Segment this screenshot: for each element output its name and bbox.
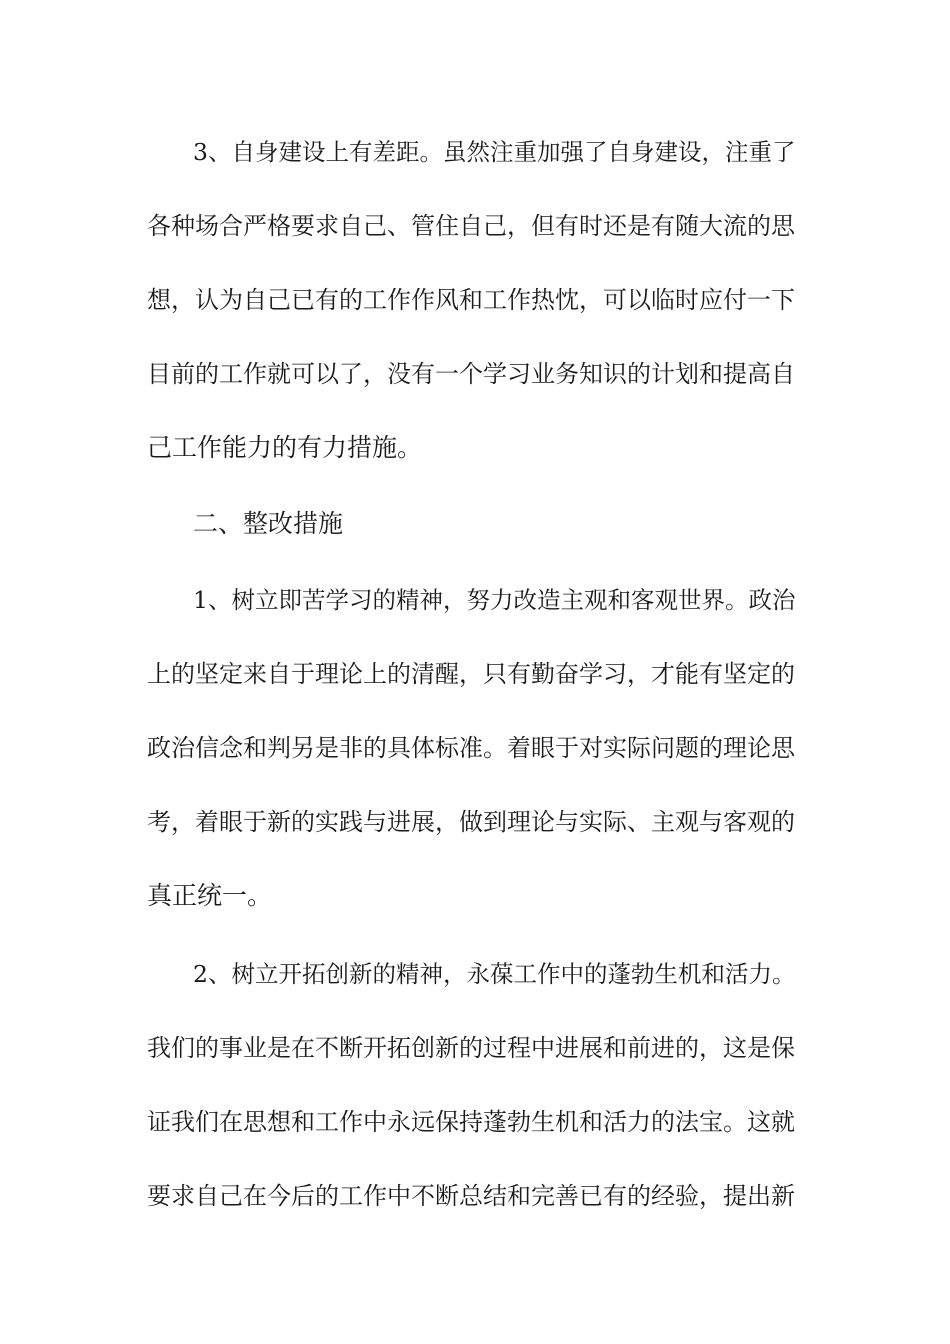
measure-1-line-3: 政治信念和判另是非的具体标准。着眼于对实际问题的理论思 [147, 734, 795, 762]
measure-2-line-3: 证我们在思想和工作中永远保持蓬勃生机和活力的法宝。这就 [147, 1108, 795, 1136]
measure-2-line-1: 2、树立开拓创新的精神，永葆工作中的蓬勃生机和活力。 [193, 960, 796, 988]
measure-2-line-4: 要求自己在今后的工作中不断总结和完善已有的经验，提出新 [147, 1182, 795, 1210]
measure-1-line-5: 真正统一。 [147, 881, 273, 910]
paragraph-3-line-4: 目前的工作就可以了，没有一个学习业务知识的计划和提高自 [147, 360, 795, 388]
paragraph-3-line-3: 想，认为自己已有的工作作风和工作热忱，可以临时应付一下 [147, 286, 795, 314]
measure-1-line-4: 考，着眼于新的实践与进展，做到理论与实际、主观与客观的 [147, 808, 795, 836]
paragraph-3-line-5: 己工作能力的有力措施。 [147, 433, 423, 462]
paragraph-3-line-1: 3、自身建设上有差距。虽然注重加强了自身建设，注重了 [193, 138, 796, 166]
measure-2-line-2: 我们的事业是在不断开拓创新的过程中进展和前进的，这是保 [147, 1034, 795, 1062]
paragraph-3-line-2: 各种场合严格要求自己、管住自己，但有时还是有随大流的思 [147, 212, 795, 240]
measure-1-line-2: 上的坚定来自于理论上的清醒，只有勤奋学习，才能有坚定的 [147, 660, 795, 688]
measure-1-line-1: 1、树立即苦学习的精神，努力改造主观和客观世界。政治 [193, 586, 796, 614]
section-heading: 二、整改措施 [193, 509, 344, 538]
